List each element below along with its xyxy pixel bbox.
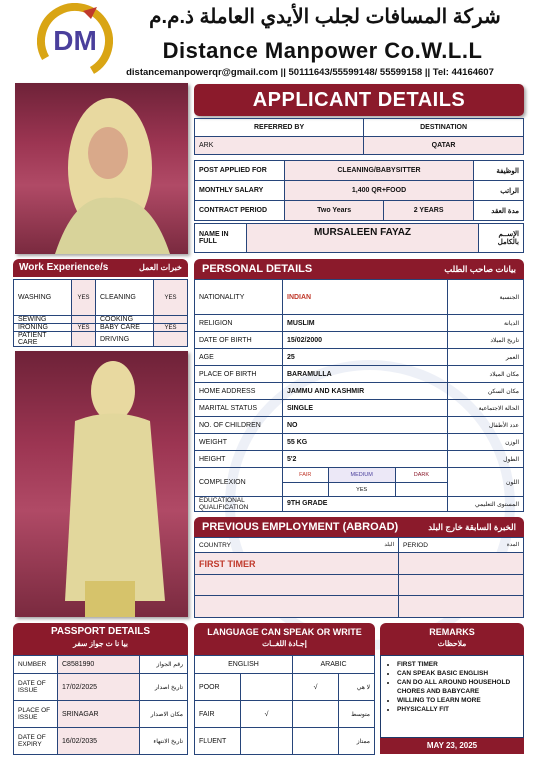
period-label-text: PERIOD bbox=[403, 541, 428, 549]
personal-label: PLACE OF BIRTH bbox=[195, 366, 283, 383]
education-value: 9TH GRADE bbox=[283, 497, 448, 512]
work-skill-value bbox=[154, 332, 188, 347]
work-skill: WASHING bbox=[14, 280, 72, 316]
personal-ar: مكان السكن bbox=[448, 383, 524, 400]
post-value: CLEANING/BABYSITTER bbox=[285, 161, 474, 181]
language-title-ar: إجـادة اللغــات bbox=[262, 639, 307, 648]
company-contact: distancemanpowerqr@gmail.com || 50111643/55599148/ 55599158 || Tel: 44164607 bbox=[126, 67, 494, 78]
personal-label: HOME ADDRESS bbox=[195, 383, 283, 400]
passport-title-ar: بيا نا ت جواز سفر bbox=[73, 639, 128, 648]
applicant-name: MURSALEEN FAYAZ bbox=[247, 224, 479, 253]
personal-label: HEIGHT bbox=[195, 451, 283, 468]
work-skill: DRIVING bbox=[96, 332, 154, 347]
passport-label: DATE OF ISSUE bbox=[14, 674, 58, 701]
remarks-header bbox=[380, 623, 524, 655]
previous-employment-title: PREVIOUS EMPLOYMENT (ABROAD) bbox=[202, 521, 399, 533]
language-level-ar: ممتاز bbox=[339, 728, 375, 755]
complexion-fair: FAIR bbox=[283, 468, 329, 483]
personal-ar: الوزن bbox=[448, 434, 524, 451]
previous-employment-title-ar: الخبرة السابقة خارج البلد bbox=[428, 522, 516, 532]
country-label-ar: البلد bbox=[384, 541, 394, 548]
education-label: EDUCATIONAL QUALIFICATION bbox=[195, 497, 283, 512]
complexion-ar: اللون bbox=[448, 468, 524, 497]
marital-status-value: SINGLE bbox=[283, 400, 448, 417]
referred-by-label: REFERRED BY bbox=[195, 119, 364, 137]
religion-value: MUSLIM bbox=[283, 315, 448, 332]
personal-ar: تاريخ الميلاد bbox=[448, 332, 524, 349]
work-skill-value bbox=[72, 316, 96, 324]
passport-label: NUMBER bbox=[14, 656, 58, 674]
english-level-mark: √ bbox=[241, 701, 293, 728]
period-label bbox=[399, 538, 524, 553]
work-experience-header bbox=[13, 259, 188, 277]
country-label bbox=[195, 538, 399, 553]
personal-ar: عدد الأطفال bbox=[448, 417, 524, 434]
personal-ar: الحالة الاجتماعية bbox=[448, 400, 524, 417]
language-level-ar: متوسط bbox=[339, 701, 375, 728]
destination-value: QATAR bbox=[364, 137, 524, 155]
period-label-ar: المدة bbox=[506, 541, 519, 548]
remark-item: • FIRST TIMER bbox=[397, 660, 517, 669]
personal-details-title: PERSONAL DETAILS bbox=[202, 263, 313, 275]
remark-item: • WILLING TO LEARN MORE bbox=[397, 696, 517, 705]
contract-ar: مدة العقد bbox=[474, 201, 524, 221]
complexion-medium: MEDIUM bbox=[328, 468, 395, 483]
english-level-mark bbox=[241, 674, 293, 701]
arabic-header: ARABIC bbox=[293, 656, 375, 674]
passport-ar: رقم الجواز bbox=[140, 656, 188, 674]
complexion-dark: DARK bbox=[395, 468, 447, 483]
nationality-value: INDIAN bbox=[283, 280, 448, 315]
passport-number-value: C8581990 bbox=[58, 656, 140, 674]
contract-label: CONTRACT PERIOD bbox=[195, 201, 285, 221]
language-level-ar: لا هي bbox=[339, 674, 375, 701]
dob-value: 15/02/2000 bbox=[283, 332, 448, 349]
passport-label: PLACE OF ISSUE bbox=[14, 701, 58, 728]
place-of-birth-value: BARAMULLA bbox=[283, 366, 448, 383]
previous-employment-header bbox=[194, 517, 524, 537]
children-value: NO bbox=[283, 417, 448, 434]
document-date: MAY 23, 2025 bbox=[380, 738, 524, 754]
arabic-level-mark bbox=[293, 701, 339, 728]
work-skill-value: YES bbox=[154, 280, 188, 316]
arabic-level-mark bbox=[293, 728, 339, 755]
passport-ar: تاريخ اصدار bbox=[140, 674, 188, 701]
name-label: NAME IN FULL bbox=[195, 224, 247, 253]
language-level-label: POOR bbox=[195, 674, 241, 701]
work-experience-title-ar: خبرات العمل bbox=[139, 263, 182, 272]
work-skill-value: YES bbox=[72, 280, 96, 316]
contract-value-2: 2 YEARS bbox=[384, 201, 474, 221]
salary-value: 1,400 QR+FOOD bbox=[285, 181, 474, 201]
passport-expiry-value: 16/02/2035 bbox=[58, 728, 140, 755]
language-header bbox=[194, 623, 375, 655]
passport-header bbox=[13, 623, 188, 655]
company-name-english: Distance Manpower Co.W.L.L bbox=[162, 38, 483, 63]
svg-text:DM: DM bbox=[53, 25, 97, 56]
language-table bbox=[194, 655, 375, 755]
company-name-arabic: شركة المسافات لجلب الأيدي العاملة ذ.م.م bbox=[149, 6, 501, 28]
name-ar: الإســم بالكامل bbox=[479, 224, 524, 253]
work-skill: SEWING bbox=[14, 316, 72, 324]
personal-label: RELIGION bbox=[195, 315, 283, 332]
page-title: APPLICANT DETAILS bbox=[194, 84, 524, 116]
work-experience-table bbox=[13, 279, 188, 347]
salary-label: MONTHLY SALARY bbox=[195, 181, 285, 201]
personal-ar: الجنسية bbox=[448, 280, 524, 315]
language-level-label: FAIR bbox=[195, 701, 241, 728]
remarks-box bbox=[380, 655, 524, 738]
contract-value-1: Two Years bbox=[285, 201, 384, 221]
personal-details-title-ar: بيانات صاحب الطلب bbox=[444, 264, 516, 274]
passport-ar: تاريخ الانتهاء bbox=[140, 728, 188, 755]
personal-label: AGE bbox=[195, 349, 283, 366]
applicant-photo-full-length bbox=[15, 351, 188, 617]
education-ar: المستوى التعليمي bbox=[448, 497, 524, 512]
english-header: ENGLISH bbox=[195, 656, 293, 674]
remarks-list bbox=[397, 660, 517, 714]
destination-label: DESTINATION bbox=[364, 119, 524, 137]
complexion-selected: YES bbox=[328, 483, 395, 497]
country-label-text: COUNTRY bbox=[199, 541, 232, 549]
personal-ar: الديانة bbox=[448, 315, 524, 332]
arabic-level-mark: √ bbox=[293, 674, 339, 701]
work-skill: COOKING bbox=[96, 316, 154, 324]
personal-details-header bbox=[194, 259, 524, 279]
work-skill: IRONING bbox=[14, 324, 72, 332]
passport-ar: مكان الاصدار bbox=[140, 701, 188, 728]
work-experience-title: Work Experience/s bbox=[19, 262, 109, 273]
weight-value: 55 KG bbox=[283, 434, 448, 451]
remarks-title-ar: ملاحظات bbox=[437, 639, 467, 648]
personal-label: NATIONALITY bbox=[195, 280, 283, 315]
work-skill-value: YES bbox=[72, 324, 96, 332]
remark-item: • CAN SPEAK BASIC ENGLISH bbox=[397, 669, 517, 678]
passport-issue-date-value: 17/02/2025 bbox=[58, 674, 140, 701]
remarks-title: REMARKS bbox=[429, 627, 475, 637]
post-label: POST APPLIED FOR bbox=[195, 161, 285, 181]
personal-label: NO. OF CHILDREN bbox=[195, 417, 283, 434]
passport-title: PASSPORT DETAILS bbox=[50, 626, 151, 637]
previous-employment-table bbox=[194, 537, 524, 618]
personal-ar: الطول bbox=[448, 451, 524, 468]
salary-ar: الراتب bbox=[474, 181, 524, 201]
previous-country-value: FIRST TIMER bbox=[195, 553, 399, 575]
language-title: LANGUAGE CAN SPEAK OR WRITE bbox=[207, 627, 362, 637]
personal-details-table bbox=[194, 279, 524, 512]
english-level-mark bbox=[241, 728, 293, 755]
complexion-label: COMPLEXION bbox=[195, 468, 283, 497]
personal-label: DATE OF BIRTH bbox=[195, 332, 283, 349]
remark-item: • CAN DO ALL AROUND HOUSEHOLD CHORES AND BABYCARE bbox=[397, 678, 517, 696]
post-ar: الوظيفة bbox=[474, 161, 524, 181]
work-skill: PATIENT CARE bbox=[14, 332, 72, 347]
work-skill: CLEANING bbox=[96, 280, 154, 316]
personal-ar: مكان الميلاد bbox=[448, 366, 524, 383]
work-skill-value: YES bbox=[154, 324, 188, 332]
work-skill: BABY CARE bbox=[96, 324, 154, 332]
height-value: 5'2 bbox=[283, 451, 448, 468]
work-skill-value bbox=[72, 332, 96, 347]
home-address-value: JAMMU AND KASHMIR bbox=[283, 383, 448, 400]
age-value: 25 bbox=[283, 349, 448, 366]
passport-table bbox=[13, 655, 188, 755]
referred-by-value: ARK bbox=[195, 137, 364, 155]
passport-issue-place-value: SRINAGAR bbox=[58, 701, 140, 728]
personal-label: MARITAL STATUS bbox=[195, 400, 283, 417]
work-skill-value bbox=[154, 316, 188, 324]
personal-ar: العمر bbox=[448, 349, 524, 366]
applicant-photo-portrait bbox=[15, 83, 188, 254]
remark-item: • PHYSICALLY FIT bbox=[397, 705, 517, 714]
passport-label: DATE OF EXPIRY bbox=[14, 728, 58, 755]
language-level-label: FLUENT bbox=[195, 728, 241, 755]
personal-label: WEIGHT bbox=[195, 434, 283, 451]
